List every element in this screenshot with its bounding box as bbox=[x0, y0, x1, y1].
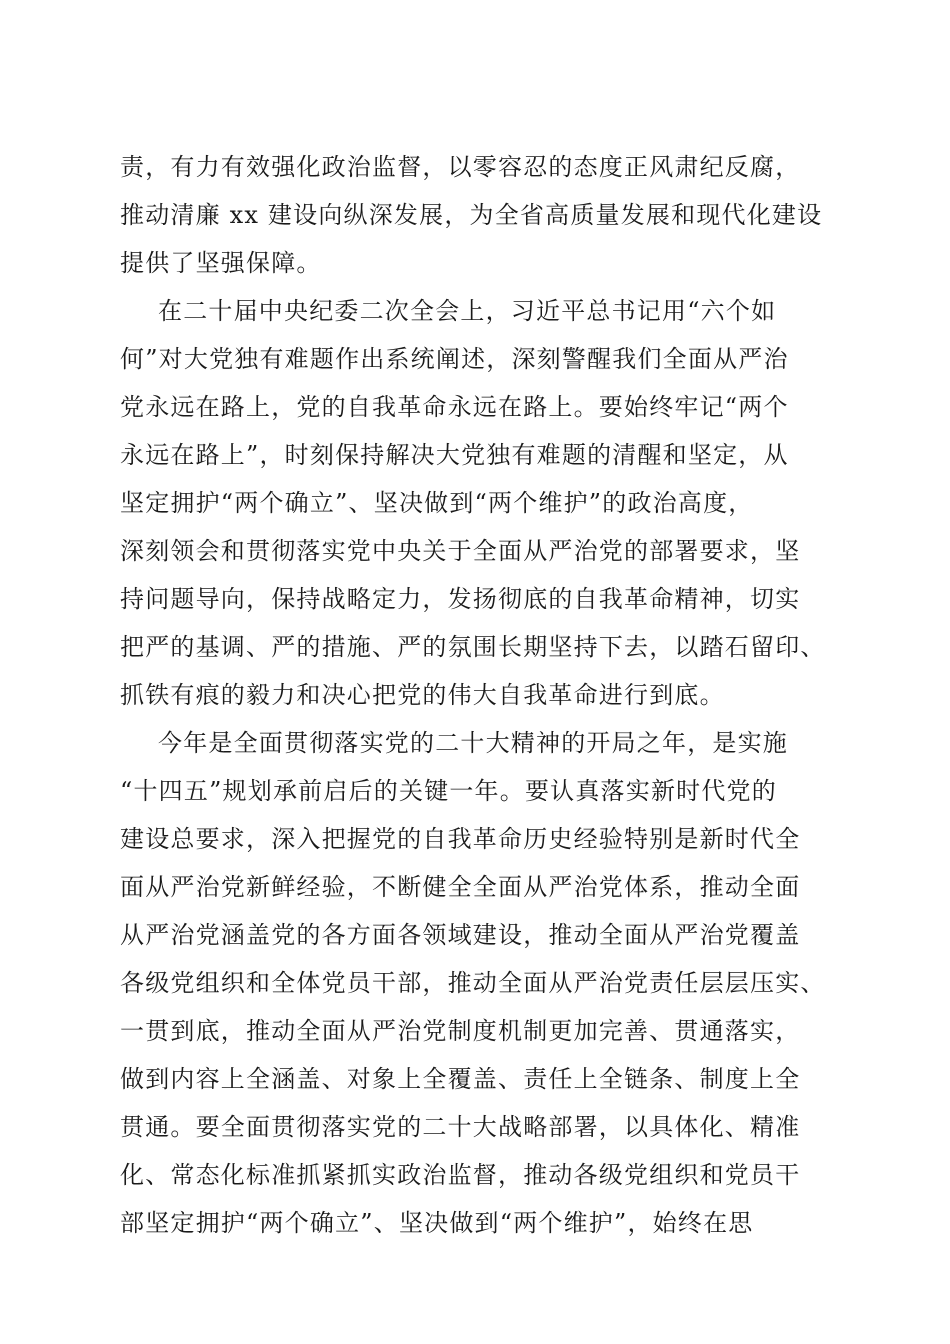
text-line: 责，有力有效强化政治监督，以零容忍的态度正风肃纪反腐， bbox=[120, 153, 801, 181]
text-line: 今年是全面贯彻落实党的二十大精神的开局之年，是实施 bbox=[158, 729, 788, 757]
text-line: 抓铁有痕的毅力和决心把党的伟大自我革命进行到底。 bbox=[120, 681, 725, 709]
text-line: 从严治党涵盖党的各方面各领域建设，推动全面从严治党覆盖 bbox=[120, 921, 801, 949]
text-line: 面从严治党新鲜经验，不断健全全面从严治党体系，推动全面 bbox=[120, 873, 801, 901]
text-line: 何”对大党独有难题作出系统阐述，深刻警醒我们全面从严治 bbox=[120, 345, 789, 373]
text-line: “十四五”规划承前启后的关键一年。要认真落实新时代党的 bbox=[120, 777, 777, 805]
text-line: 在二十届中央纪委二次全会上，习近平总书记用“六个如 bbox=[158, 297, 777, 325]
text-line: 各级党组织和全体党员干部，推动全面从严治党责任层层压实、 bbox=[120, 969, 826, 997]
text-line: 贯通。要全面贯彻落实党的二十大战略部署，以具体化、精准 bbox=[120, 1113, 801, 1141]
text-line: 持问题导向，保持战略定力，发扬彻底的自我革命精神，切实 bbox=[120, 585, 801, 613]
text-line: 做到内容上全涵盖、对象上全覆盖、责任上全链条、制度上全 bbox=[120, 1065, 801, 1093]
paragraph-3 bbox=[120, 719, 840, 1247]
text-line: 深刻领会和贯彻落实党中央关于全面从严治党的部署要求，坚 bbox=[120, 537, 801, 565]
text-line: 推动清廉 xx 建设向纵深发展，为全省高质量发展和现代化建设 bbox=[120, 201, 823, 229]
text-line: 化、常态化标准抓紧抓实政治监督，推动各级党组织和党员干 bbox=[120, 1161, 801, 1189]
text-line: 党永远在路上，党的自我革命永远在路上。要始终牢记“两个 bbox=[120, 393, 789, 421]
text-line: 建设总要求，深入把握党的自我革命历史经验特别是新时代全 bbox=[120, 825, 801, 853]
text-line: 一贯到底，推动全面从严治党制度机制更加完善、贯通落实， bbox=[120, 1017, 801, 1045]
text-line: 提供了坚强保障。 bbox=[120, 249, 322, 277]
paragraph-2 bbox=[120, 287, 840, 719]
paragraph-1 bbox=[120, 143, 840, 287]
text-line: 把严的基调、严的措施、严的氛围长期坚持下去，以踏石留印、 bbox=[120, 633, 826, 661]
document-body bbox=[120, 143, 840, 1247]
text-line: 部坚定拥护“两个确立”、坚决做到“两个维护”，始终在思 bbox=[120, 1209, 754, 1237]
text-line: 永远在路上”，时刻保持解决大党独有难题的清醒和坚定，从 bbox=[120, 441, 789, 469]
text-line: 坚定拥护“两个确立”、坚决做到“两个维护”的政治高度， bbox=[120, 489, 754, 517]
